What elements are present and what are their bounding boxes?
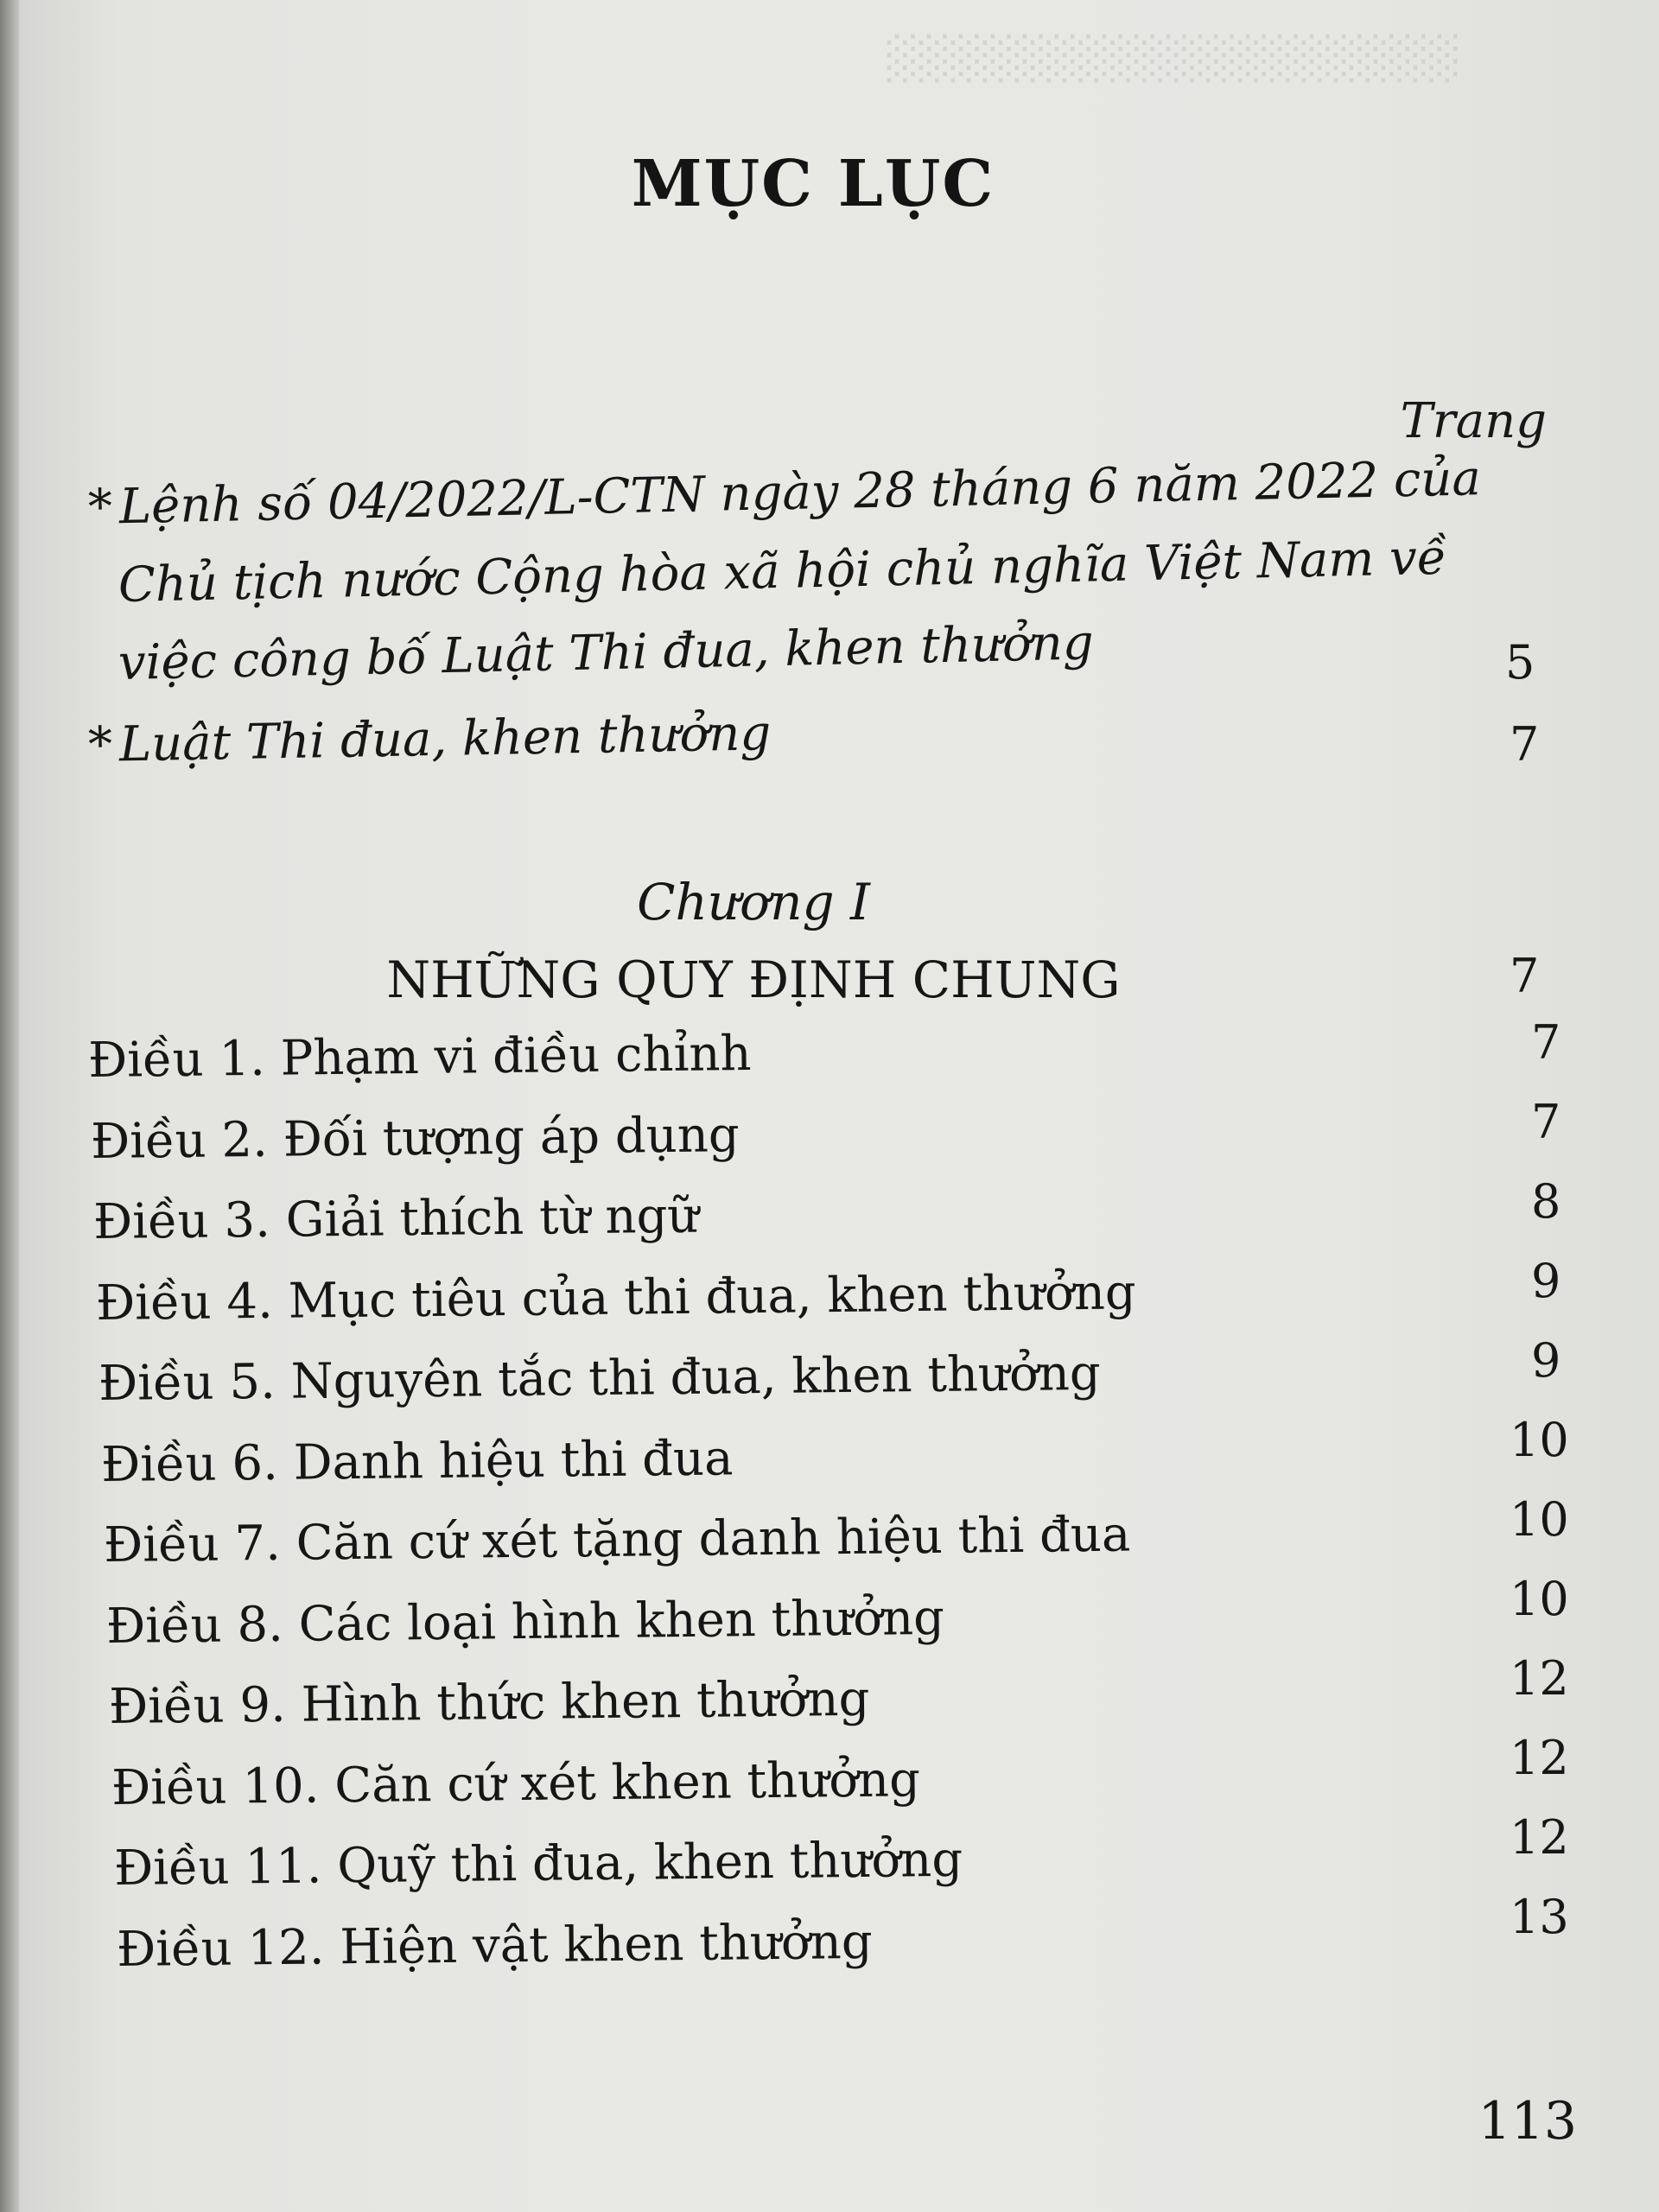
toc-article-4: Điều 4. Mục tiêu của thi đua, khen thưởng [95, 1263, 1137, 1332]
toc-article-5-page: 9 [1531, 1333, 1561, 1388]
toc-article-11-page: 12 [1510, 1810, 1569, 1865]
toc-article-12: Điều 12. Hiện vật khen thưởng [116, 1913, 873, 1978]
toc-article-2: Điều 2. Đối tượng áp dụng [90, 1106, 741, 1170]
page-column-label: Trang [1400, 393, 1547, 449]
toc-article-12-page: 13 [1510, 1890, 1569, 1944]
toc-article-7: Điều 7. Căn cứ xét tặng danh hiệu thi đua [103, 1506, 1131, 1573]
page-number: 113 [1478, 2091, 1577, 2152]
toc-article-2-page: 7 [1531, 1095, 1561, 1149]
toc-article-7-page: 10 [1510, 1492, 1569, 1547]
toc-entry-law-page: 7 [1510, 717, 1540, 772]
toc-article-9-page: 12 [1510, 1651, 1569, 1706]
toc-article-6-page: 10 [1510, 1413, 1569, 1467]
toc-article-9: Điều 9. Hình thức khen thưởng [108, 1670, 870, 1735]
toc-entry-order-line-3: việc công bố Luật Thi đua, khen thưởng [118, 614, 1095, 691]
page-title: MỤC LỤC [631, 147, 995, 221]
toc-entry-order-line-2: Chủ tịch nước Cộng hòa xã hội chủ nghĩa Việt Nam về [118, 529, 1447, 613]
toc-article-1: Điều 1. Phạm vi điều chỉnh [87, 1025, 752, 1089]
toc-article-1-page: 7 [1531, 1015, 1561, 1070]
toc-entry-order-line-1: * Lệnh số 04/2022/L-CTN ngày 28 tháng 6 năm 2022 của [87, 450, 1482, 536]
toc-article-3: Điều 3. Giải thích từ ngữ [92, 1187, 699, 1250]
toc-article-5: Điều 5. Nguyên tắc thi đua, khen thưởng [98, 1344, 1102, 1412]
chapter-page: 7 [1510, 949, 1540, 1003]
toc-article-8: Điều 8. Các loại hình khen thưởng [105, 1589, 945, 1655]
toc-article-10: Điều 10. Căn cứ xét khen thưởng [111, 1751, 921, 1816]
toc-article-11: Điều 11. Quỹ thi đua, khen thưởng [113, 1831, 963, 1897]
book-page [19, 0, 1659, 2212]
toc-article-8-page: 10 [1510, 1572, 1569, 1626]
bleed-through-text: ░░░░░░░░░░░░░░░░░░ [883, 35, 1458, 83]
toc-article-3-page: 8 [1531, 1174, 1561, 1229]
book-spine-shadow [0, 0, 19, 2212]
chapter-label: Chương I [637, 873, 870, 931]
toc-article-4-page: 9 [1531, 1254, 1561, 1308]
chapter-title: NHỮNG QUY ĐỊNH CHUNG [386, 950, 1121, 1009]
toc-entry-law: * Luật Thi đua, khen thưởng [87, 705, 772, 773]
toc-entry-order-page: 5 [1505, 635, 1535, 690]
toc-article-6: Điều 6. Danh hiệu thi đua [100, 1429, 734, 1493]
toc-article-10-page: 12 [1510, 1731, 1569, 1785]
